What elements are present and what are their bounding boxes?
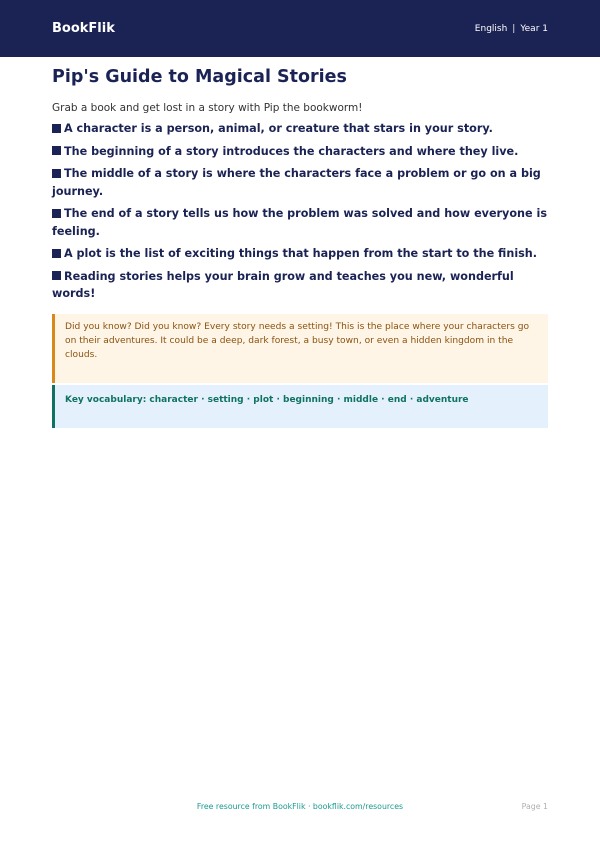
fact-text: A character is a person, animal, or creature that stars in your story. (64, 122, 493, 135)
key-vocabulary-callout (52, 385, 548, 428)
facts-list (52, 120, 548, 303)
square-bullet-icon (52, 271, 61, 280)
fact-text: The middle of a story is where the characters face a problem or go on a big journey. (52, 167, 541, 198)
square-bullet-icon (52, 209, 61, 218)
fact-text: Reading stories helps your brain grow and teaches you new, wonderful words! (52, 269, 514, 300)
square-bullet-icon (52, 169, 61, 178)
fact-text: The beginning of a story introduces the characters and where they live. (64, 144, 519, 158)
fact-item (52, 120, 548, 138)
intro-text: Grab a book and get lost in a story with Pip the bookworm! (52, 102, 363, 114)
fact-text: A plot is the list of exciting things that happen from the start to the finish. (64, 247, 538, 260)
page-title: Pip's Guide to Magical Stories (52, 67, 347, 87)
subject-grade (475, 24, 548, 34)
square-bullet-icon (52, 146, 61, 155)
fact-item (52, 268, 548, 303)
main-content (52, 66, 548, 428)
footer-link[interactable]: Free resource from BookFlik · bookflik.com/resources (196, 802, 404, 811)
meta-separator: | (512, 23, 516, 34)
did-you-know-text: Did you know? Did you know? Every story needs a setting! This is the place where your characters go on their adventures. It could be a deep, dark forest, a busy town, or even a hidden kingdom in the clouds. (65, 321, 530, 360)
key-vocabulary-text: Key vocabulary: character · setting · plot · beginning · middle · end · adventure (65, 394, 469, 405)
fact-item (52, 205, 548, 240)
fact-item (52, 245, 548, 263)
subject-label: English (474, 23, 508, 34)
did-you-know-callout (52, 314, 548, 383)
top-bar (0, 0, 600, 57)
fact-item (52, 165, 548, 200)
square-bullet-icon (52, 249, 61, 258)
page-number: Page 1 (521, 802, 548, 811)
brand-logo[interactable]: BookFlik (52, 21, 115, 36)
fact-text: The end of a story tells us how the problem was solved and how everyone is feeling. (52, 207, 547, 238)
page-footer (52, 802, 548, 814)
grade-label: Year 1 (520, 23, 548, 34)
square-bullet-icon (52, 124, 61, 133)
fact-item (52, 143, 548, 161)
